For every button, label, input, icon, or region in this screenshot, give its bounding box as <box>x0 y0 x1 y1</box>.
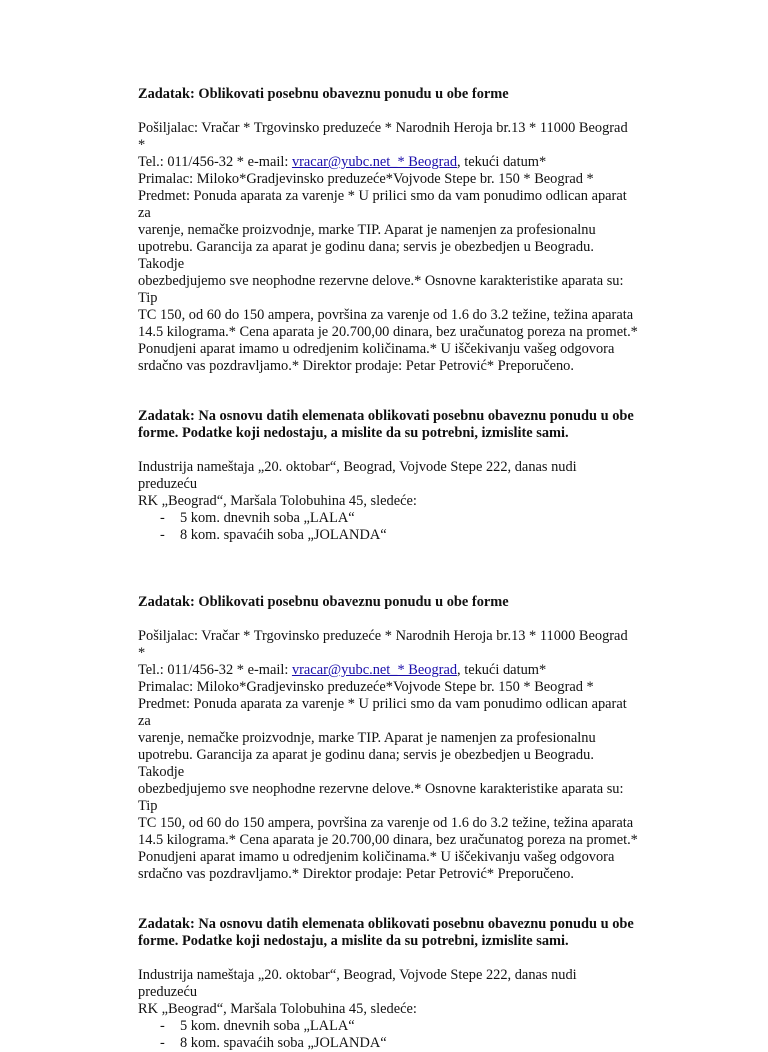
task-section-1 <box>138 86 638 375</box>
recipient-line: Primalac: Miloko*Gradjevinsko preduzeće*Vojvode Stepe br. 150 * Beograd * <box>138 171 594 187</box>
offer-items-list <box>138 510 638 544</box>
offer-line: RK „Beograd“, Maršala Tolobuhina 45, sledeće: <box>138 493 417 509</box>
task-section-2 <box>138 408 638 544</box>
sender-line: Pošiljalac: Vračar * Trgovinsko preduzeće * Narodnih Heroja br.13 * 11000 Beograd * <box>138 120 628 153</box>
list-item-text: 8 kom. spavaćih soba „JOLANDA“ <box>180 527 387 543</box>
list-item-text: 5 kom. dnevnih soba „LALA“ <box>180 1018 355 1034</box>
offer-items-list <box>138 1018 638 1052</box>
list-dash: - <box>160 510 165 526</box>
body-line: srdačno vas pozdravljamo.* Direktor prodaje: Petar Petrović* Preporučeno. <box>138 358 574 374</box>
contact-line <box>138 662 638 679</box>
list-item <box>138 527 638 544</box>
body-line: Ponudjeni aparat imamo u odredjenim količinama.* U iščekivanju vašeg odgovora <box>138 849 615 865</box>
body-line: TC 150, od 60 do 150 ampera, površina za varenje od 1.6 do 3.2 težine, težina aparata <box>138 307 634 323</box>
list-dash: - <box>160 1018 165 1034</box>
body-line: 14.5 kilograma.* Cena aparata je 20.700,00 dinara, bez uračunatog poreza na promet.* <box>138 832 638 848</box>
recipient-line: Primalac: Miloko*Gradjevinsko preduzeće*Vojvode Stepe br. 150 * Beograd * <box>138 679 594 695</box>
body-line: Predmet: Ponuda aparata za varenje * U prilici smo da vam ponudimo odlican aparat za <box>138 696 627 729</box>
body-line: obezbedjujemo sve neophodne rezervne delove.* Osnovne karakteristike aparata su: Tip <box>138 781 624 814</box>
task-heading-continued: forme. Podatke koji nedostaju, a mislite da su potrebni, izmislite sami. <box>138 933 569 949</box>
list-item-text: 5 kom. dnevnih soba „LALA“ <box>180 510 355 526</box>
contact-suffix: , tekući datum* <box>457 662 547 678</box>
body-line: obezbedjujemo sve neophodne rezervne delove.* Osnovne karakteristike aparata su: Tip <box>138 273 624 306</box>
body-line: upotrebu. Garancija za aparat je godinu dana; servis je obezbedjen u Beogradu. Takodje <box>138 747 594 780</box>
body-line: upotrebu. Garancija za aparat je godinu dana; servis je obezbedjen u Beogradu. Takodje <box>138 239 594 272</box>
body-line: 14.5 kilograma.* Cena aparata je 20.700,00 dinara, bez uračunatog poreza na promet.* <box>138 324 638 340</box>
contact-suffix: , tekući datum* <box>457 154 547 170</box>
list-dash: - <box>160 1035 165 1051</box>
list-item-text: 8 kom. spavaćih soba „JOLANDA“ <box>180 1035 387 1051</box>
list-item <box>138 510 638 527</box>
contact-prefix: Tel.: 011/456-32 * e-mail: <box>138 154 292 170</box>
offer-line: Industrija nameštaja „20. oktobar“, Beograd, Vojvode Stepe 222, danas nudi preduzeću <box>138 459 577 492</box>
offer-line: Industrija nameštaja „20. oktobar“, Beograd, Vojvode Stepe 222, danas nudi preduzeću <box>138 967 577 1000</box>
email-link[interactable]: vracar@yubc.net_* Beograd <box>291 154 458 170</box>
body-line: varenje, nemačke proizvodnje, marke TIP. Aparat je namenjen za profesionalnu <box>138 222 596 238</box>
body-line: Predmet: Ponuda aparata za varenje * U prilici smo da vam ponudimo odlican aparat za <box>138 188 627 221</box>
list-item <box>138 1035 638 1052</box>
task-heading: Zadatak: Na osnovu datih elemenata oblikovati posebnu obaveznu ponudu u obe <box>138 408 634 424</box>
body-line: srdačno vas pozdravljamo.* Direktor prodaje: Petar Petrović* Preporučeno. <box>138 866 574 882</box>
task-heading: Zadatak: Oblikovati posebnu obaveznu ponudu u obe forme <box>138 594 509 610</box>
body-line: TC 150, od 60 do 150 ampera, površina za varenje od 1.6 do 3.2 težine, težina aparata <box>138 815 634 831</box>
task-heading: Zadatak: Oblikovati posebnu obaveznu ponudu u obe forme <box>138 86 509 102</box>
task-section-3 <box>138 594 638 883</box>
contact-prefix: Tel.: 011/456-32 * e-mail: <box>138 662 292 678</box>
body-line: varenje, nemačke proizvodnje, marke TIP. Aparat je namenjen za profesionalnu <box>138 730 596 746</box>
email-link[interactable]: vracar@yubc.net_* Beograd <box>291 662 458 678</box>
sender-line: Pošiljalac: Vračar * Trgovinsko preduzeće * Narodnih Heroja br.13 * 11000 Beograd * <box>138 628 628 661</box>
document-page <box>138 86 638 1052</box>
body-line: Ponudjeni aparat imamo u odredjenim količinama.* U iščekivanju vašeg odgovora <box>138 341 615 357</box>
task-heading: Zadatak: Na osnovu datih elemenata oblikovati posebnu obaveznu ponudu u obe <box>138 916 634 932</box>
offer-line: RK „Beograd“, Maršala Tolobuhina 45, sledeće: <box>138 1001 417 1017</box>
list-item <box>138 1018 638 1035</box>
list-dash: - <box>160 527 165 543</box>
task-heading-continued: forme. Podatke koji nedostaju, a mislite da su potrebni, izmislite sami. <box>138 425 569 441</box>
task-section-4 <box>138 916 638 1052</box>
contact-line <box>138 154 638 171</box>
